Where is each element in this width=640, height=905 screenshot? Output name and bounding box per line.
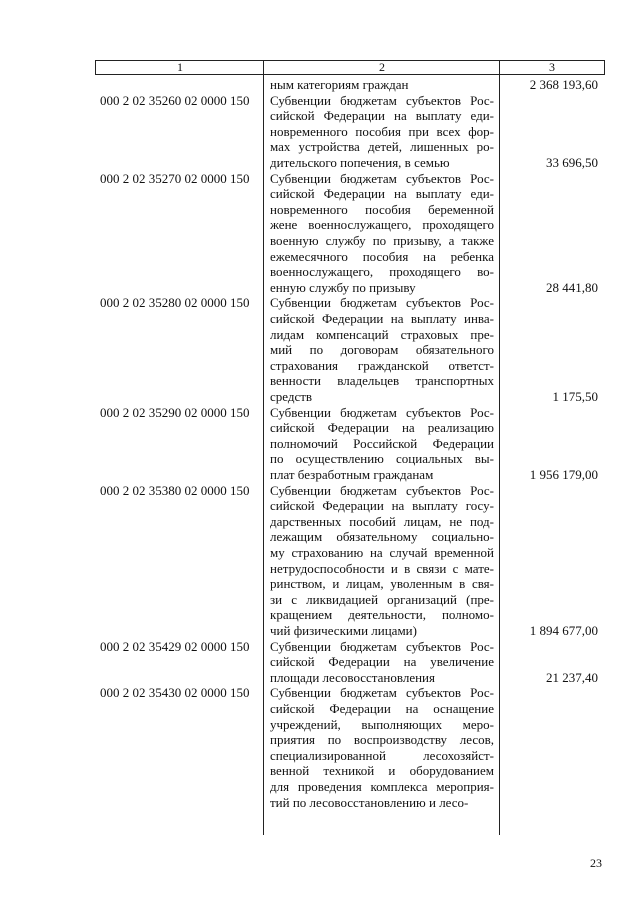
row-code: 000 2 02 35260 02 0000 150 [100,92,250,108]
row-description-line: сийской Федерации на оснащение [270,701,494,716]
row-description-line: средств [270,389,313,404]
row-description-line: учреждений, выполняющих меро- [270,716,494,732]
row-description-line: дарственных пособий лицам, не под- [270,513,494,529]
row-description-line: Субвенции бюджетам субъектов Рос- [270,638,494,654]
row-description-line: специализированной лесохозяйст- [270,747,494,763]
table-header-row [95,60,605,75]
row-description-line: Субвенции бюджетам субъектов Рос- [270,295,494,311]
row-description-line: военнослужащего, проходящего во- [270,264,494,280]
row-description-line: венной техникой и оборудованием [270,763,494,779]
row-code: 000 2 02 35290 02 0000 150 [100,404,250,420]
row-description-line: сийской Федерации на реализацию [270,420,494,436]
row-amount: 1 894 677,00 [529,623,598,638]
row-amount: 21 237,40 [546,669,598,685]
row-description-line: сийской Федерации на выплату еди- [270,186,494,202]
row-description-line: сийской Федерации на увеличение [270,654,494,670]
row-description-line: для проведения комплекса мероприя- [270,779,494,794]
row-code: 000 2 02 35430 02 0000 150 [100,685,250,701]
row-description-line: нетрудоспособности и в связи с мате- [270,560,494,576]
row-description-line: полномочий Российской Федерации [270,435,494,451]
row-description-line: лежащим обязательному социально- [270,529,494,545]
row-description-line: тий по лесовосстановлению и лесо- [270,794,469,810]
row-description-line: ринством, и лицам, уволенным в свя- [270,576,494,592]
row-code: 000 2 02 35429 02 0000 150 [100,638,250,654]
column-header-2: 2 [379,60,385,74]
row-amount: 33 696,50 [546,155,598,170]
page-number: 23 [590,856,602,870]
row-description-line: сийской Федерации на выплату госу- [270,498,494,514]
row-description-line: лидам компенсаций страховых пре- [270,326,494,342]
row-code: 000 2 02 35380 02 0000 150 [100,482,250,498]
row-description-line: жене военнослужащего, проходящего [270,217,494,233]
row-description-line: новременного пособия при всех фор- [270,123,494,139]
column-header-3: 3 [549,60,555,74]
row-description-line: страхования гражданской ответст- [270,357,494,373]
row-description-line: сийской Федерации на выплату еди- [270,108,494,124]
column-divider-2 [499,60,500,835]
row-description-line: военную службу по призыву, а также [270,233,494,248]
row-description-line: Субвенции бюджетам субъектов Рос- [270,92,494,108]
row-amount: 1 956 179,00 [529,467,598,482]
row-description-line: енную службу по призыву [270,279,416,295]
row-description-line: зи с ликвидацией организаций (пре- [270,591,494,607]
row-description-line: по осуществлению социальных вы- [270,451,494,467]
row-description-line: мах устройства детей, лишенных ро- [270,139,494,155]
column-divider-1 [263,60,264,835]
row-description-line: приятия по воспроизводству лесов, [270,732,494,748]
row-description-line: новременного пособия беременной [270,201,494,217]
row-description-line: мий по договорам обязательного [270,342,494,358]
row-amount: 1 175,50 [552,389,598,404]
row-description-line: ежемесячного пособия на ребенка [270,248,494,264]
row-description-line: чий физическими лицами) [270,623,417,638]
row-description-line: Субвенции бюджетам субъектов Рос- [270,170,494,186]
row-description-line: дительского попечения, в семью [270,155,450,170]
row-description-line: плат безработным гражданам [270,467,434,482]
row-description-line: му страхованию на случай временной [270,545,494,560]
row-code: 000 2 02 35280 02 0000 150 [100,295,250,311]
row-description-line: Субвенции бюджетам субъектов Рос- [270,404,494,420]
row-description-line: Субвенции бюджетам субъектов Рос- [270,482,494,498]
row-amount: 28 441,80 [546,279,598,295]
row-code: 000 2 02 35270 02 0000 150 [100,170,250,186]
row-description-line: сийской Федерации на выплату инва- [270,311,494,326]
row-description-line: площади лесовосстановления [270,669,435,685]
row-description-line: ным категориям граждан [270,77,409,92]
row-description-line: венности владельцев транспортных [270,373,494,389]
column-header-1: 1 [177,60,183,74]
row-description-line: кращением деятельности, полномо- [270,607,494,623]
row-description-line: Субвенции бюджетам субъектов Рос- [270,685,494,701]
row-amount: 2 368 193,60 [529,77,598,92]
